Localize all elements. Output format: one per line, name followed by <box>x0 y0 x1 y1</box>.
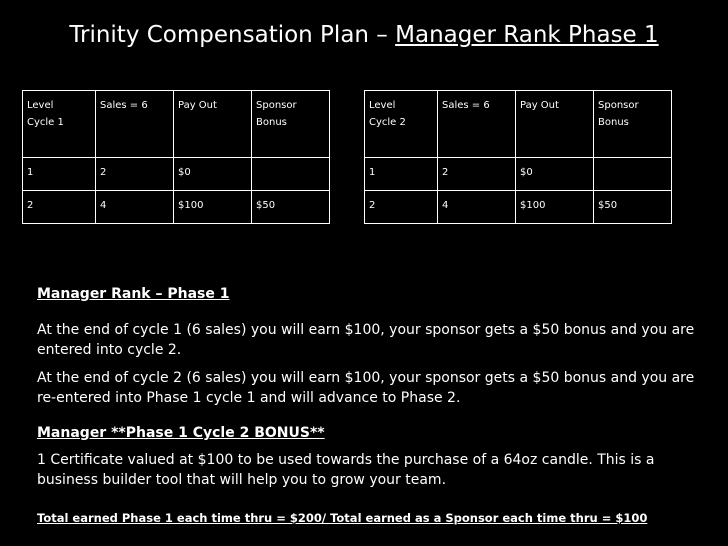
header-sponsor-bonus: Sponsor Bonus <box>252 91 330 158</box>
cycle-2-table <box>364 90 672 224</box>
cell-payout: $100 <box>174 191 252 224</box>
table-row <box>23 158 330 191</box>
table-row <box>365 191 672 224</box>
page-title <box>0 22 728 48</box>
header-sales: Sales = 6 <box>96 91 174 158</box>
table-header-row <box>23 91 330 158</box>
header-sales: Sales = 6 <box>438 91 516 158</box>
cell-payout: $100 <box>516 191 594 224</box>
cell-sales: 4 <box>438 191 516 224</box>
bonus-paragraph: 1 Certificate valued at $100 to be used towards the purchase of a 64oz candle. This is a business builder tool that will help you to grow your team. <box>37 452 655 488</box>
header-level: Level Cycle 1 <box>23 91 96 158</box>
cell-level: 2 <box>365 191 438 224</box>
cell-level: 1 <box>365 158 438 191</box>
header-payout: Pay Out <box>516 91 594 158</box>
table-row <box>23 191 330 224</box>
cell-level: 1 <box>23 158 96 191</box>
section-heading-phase-1: Manager Rank – Phase 1 <box>37 286 230 302</box>
total-earned-footer: Total earned Phase 1 each time thru = $200/ Total earned as a Sponsor each time thru = $100 <box>37 511 648 525</box>
header-payout: Pay Out <box>174 91 252 158</box>
header-level: Level Cycle 2 <box>365 91 438 158</box>
cell-sales: 2 <box>96 158 174 191</box>
section-heading-bonus: Manager **Phase 1 Cycle 2 BONUS** <box>37 425 325 441</box>
cell-sponsor-bonus <box>594 158 672 191</box>
table-row <box>365 158 672 191</box>
cell-sales: 4 <box>96 191 174 224</box>
cell-payout: $0 <box>174 158 252 191</box>
cell-sponsor-bonus: $50 <box>594 191 672 224</box>
title-prefix: Trinity Compensation Plan – <box>69 22 396 48</box>
table-header-row <box>365 91 672 158</box>
header-sponsor-bonus: Sponsor Bonus <box>594 91 672 158</box>
title-rank: Manager Rank Phase 1 <box>395 22 659 48</box>
cell-payout: $0 <box>516 158 594 191</box>
cycle-1-table <box>22 90 330 224</box>
cell-sponsor-bonus: $50 <box>252 191 330 224</box>
cell-sponsor-bonus <box>252 158 330 191</box>
cell-sales: 2 <box>438 158 516 191</box>
cycle-2-paragraph: At the end of cycle 2 (6 sales) you will earn $100, your sponsor gets a $50 bonus and you are re-entered into Phase 1 cycle 1 and will advance to Phase 2. <box>37 370 695 406</box>
cycle-1-paragraph: At the end of cycle 1 (6 sales) you will earn $100, your sponsor gets a $50 bonus and you are entered into cycle 2. <box>37 322 695 358</box>
cell-level: 2 <box>23 191 96 224</box>
